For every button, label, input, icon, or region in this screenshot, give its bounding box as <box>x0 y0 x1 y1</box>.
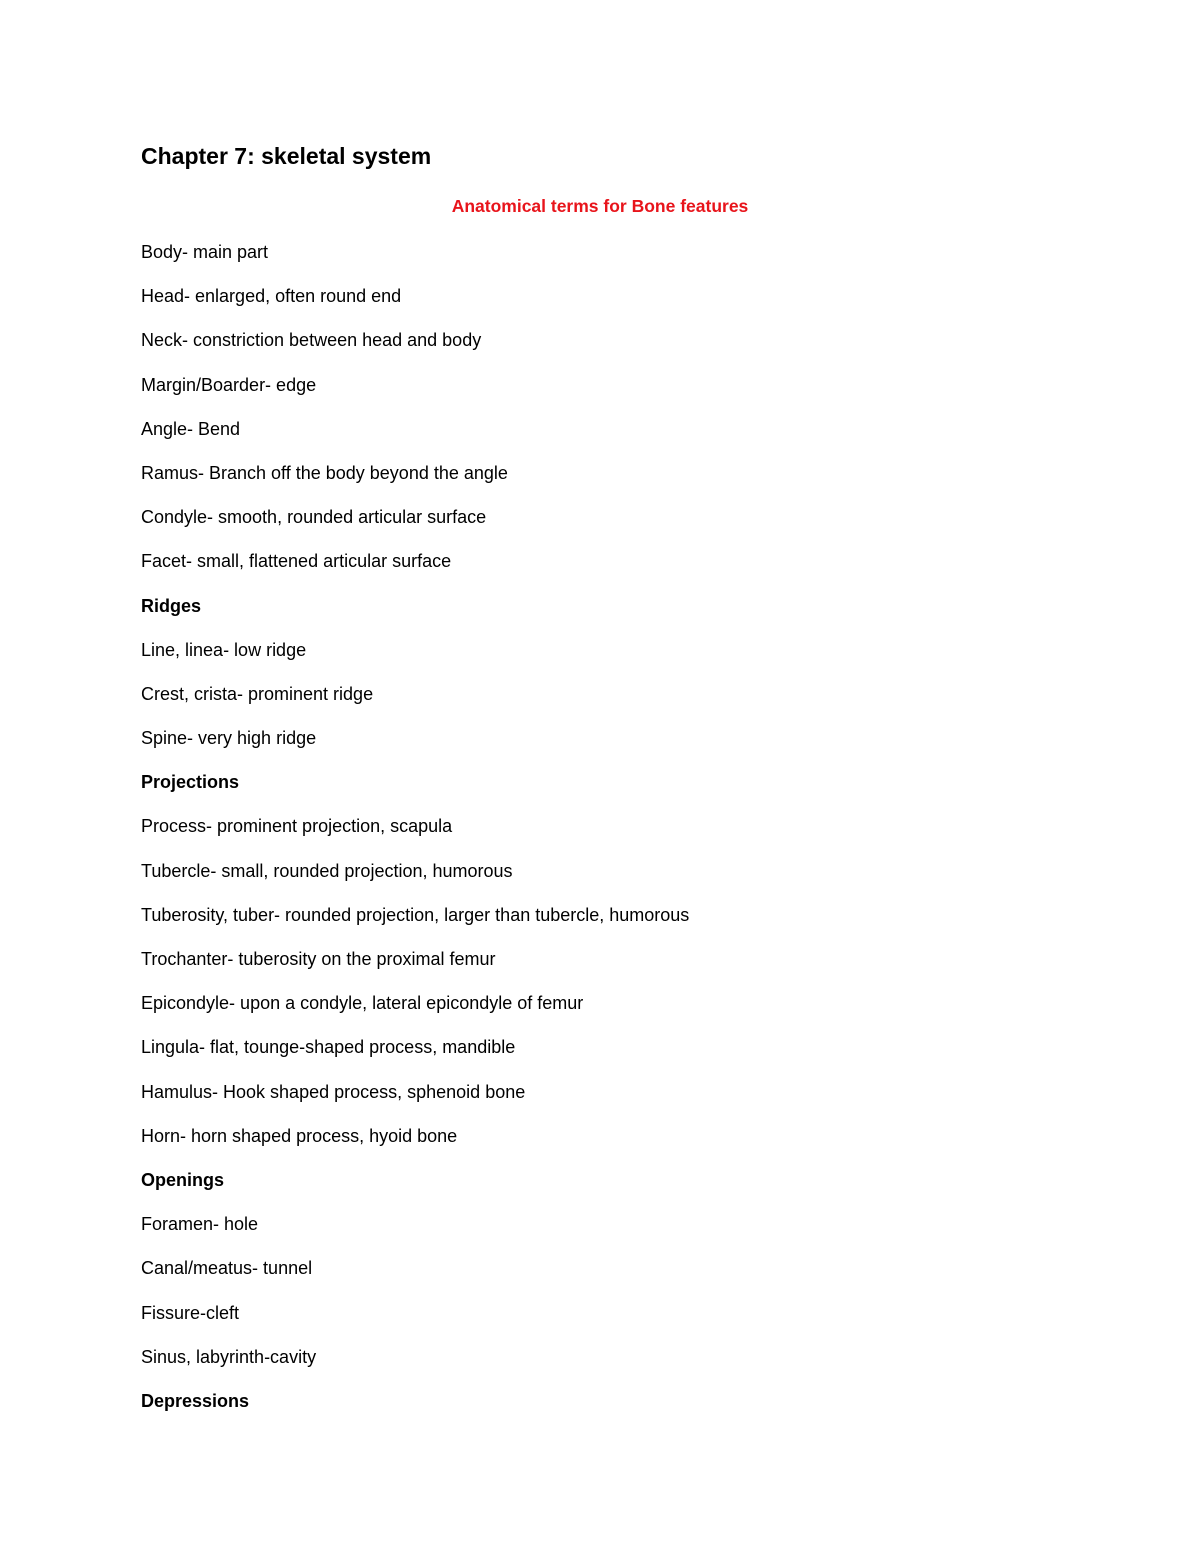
term-line: Angle- Bend <box>141 418 241 439</box>
term-line: Ramus- Branch off the body beyond the angle <box>141 462 508 483</box>
term-line: Neck- constriction between head and body <box>141 330 482 351</box>
term-list <box>141 241 689 1434</box>
section-heading: Projections <box>141 772 240 793</box>
section-heading: Depressions <box>141 1390 250 1411</box>
term-line: Lingula- flat, tounge-shaped process, mandible <box>141 1037 516 1058</box>
term-line: Crest, crista- prominent ridge <box>141 683 374 704</box>
term-line: Fissure-cleft <box>141 1302 240 1323</box>
page-title: Chapter 7: skeletal system <box>141 143 432 169</box>
term-line: Line, linea- low ridge <box>141 639 307 660</box>
term-line: Sinus, labyrinth-cavity <box>141 1346 317 1367</box>
term-line: Tubercle- small, rounded projection, humorous <box>141 860 513 881</box>
term-line: Tuberosity, tuber- rounded projection, larger than tubercle, humorous <box>141 904 690 925</box>
term-line: Foramen- hole <box>141 1214 259 1235</box>
section-heading: Ridges <box>141 595 202 616</box>
section-heading: Openings <box>141 1169 225 1190</box>
term-line: Canal/meatus- tunnel <box>141 1258 313 1279</box>
term-line: Margin/Boarder- edge <box>141 374 317 395</box>
term-line: Facet- small, flattened articular surface <box>141 551 452 572</box>
term-line: Condyle- smooth, rounded articular surface <box>141 507 487 528</box>
term-line: Epicondyle- upon a condyle, lateral epicondyle of femur <box>141 993 584 1014</box>
term-line: Process- prominent projection, scapula <box>141 816 453 837</box>
term-line: Trochanter- tuberosity on the proximal femur <box>141 949 496 969</box>
term-line: Spine- very high ridge <box>141 728 317 749</box>
term-line: Head- enlarged, often round end <box>141 286 402 307</box>
term-line: Body- main part <box>141 242 269 262</box>
term-line: Horn- horn shaped process, hyoid bone <box>141 1125 458 1146</box>
term-line: Hamulus- Hook shaped process, sphenoid bone <box>141 1081 526 1102</box>
section-subtitle: Anatomical terms for Bone features <box>451 196 749 216</box>
